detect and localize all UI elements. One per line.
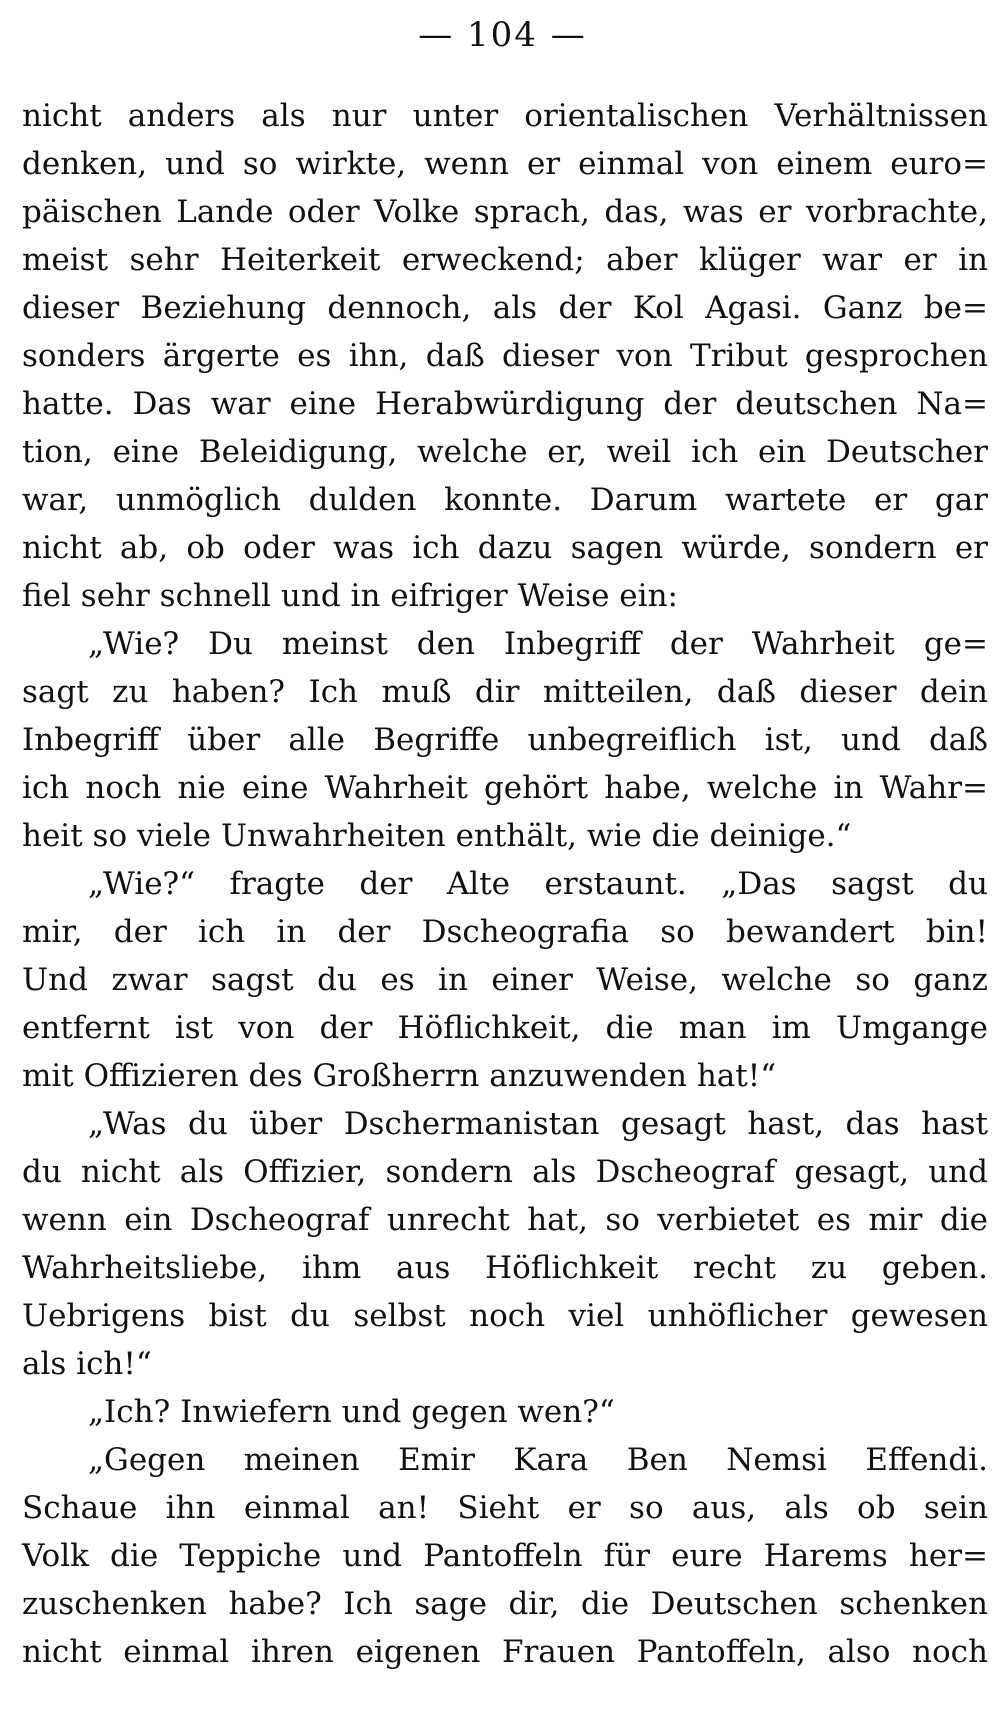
text-line: dieser Beziehung dennoch, als der Kol Agasi. Ganz be= bbox=[22, 290, 988, 326]
body-text bbox=[22, 92, 988, 1676]
text-line: Uebrigens bist du selbst noch viel unhöflicher gewesen bbox=[22, 1298, 988, 1334]
text-line: Und zwar sagst du es in einer Weise, welche so ganz bbox=[22, 962, 988, 998]
text-line: „Gegen meinen Emir Kara Ben Nemsi Effendi. bbox=[88, 1442, 988, 1478]
text-line: „Wie?“ fragte der Alte erstaunt. „Das sagst du bbox=[88, 866, 988, 902]
text-line: Volk die Teppiche und Pantoffeln für eure Harems her= bbox=[22, 1538, 988, 1574]
text-line: ich noch nie eine Wahrheit gehört habe, welche in Wahr= bbox=[22, 770, 988, 806]
text-line: zuschenken habe? Ich sage dir, die Deutschen schenken bbox=[22, 1586, 988, 1622]
text-line: war, unmöglich dulden konnte. Darum wartete er gar bbox=[22, 482, 988, 518]
text-line: heit so viele Unwahrheiten enthält, wie die deinige.“ bbox=[22, 818, 852, 854]
text-line: nicht ab, ob oder was ich dazu sagen würde, sondern er bbox=[22, 530, 988, 566]
text-line: sagt zu haben? Ich muß dir mitteilen, daß dieser dein bbox=[22, 674, 988, 710]
text-line: „Ich? Inwiefern und gegen wen?“ bbox=[88, 1394, 615, 1430]
text-line: „Was du über Dschermanistan gesagt hast, das hast bbox=[88, 1106, 988, 1142]
text-line: entfernt ist von der Höflichkeit, die man im Umgange bbox=[22, 1010, 988, 1046]
text-line: hatte. Das war eine Herabwürdigung der deutschen Na= bbox=[22, 386, 988, 422]
page-number: — 104 — bbox=[418, 15, 587, 55]
text-line: mir, der ich in der Dscheografia so bewandert bin! bbox=[22, 914, 988, 950]
text-line: päischen Lande oder Volke sprach, das, was er vorbrachte, bbox=[22, 194, 988, 230]
text-line: denken, und so wirkte, wenn er einmal von einem euro= bbox=[22, 146, 988, 182]
text-line: als ich!“ bbox=[22, 1346, 152, 1382]
text-line: du nicht als Offizier, sondern als Dscheograf gesagt, und bbox=[22, 1154, 988, 1190]
text-line: nicht anders als nur unter orientalischen Verhältnissen bbox=[22, 98, 988, 134]
text-line: wenn ein Dscheograf unrecht hat, so verbietet es mir die bbox=[22, 1202, 988, 1238]
text-line: sonders ärgerte es ihn, daß dieser von Tribut gesprochen bbox=[22, 338, 988, 374]
text-line: nicht einmal ihren eigenen Frauen Pantoffeln, also noch bbox=[22, 1634, 988, 1670]
text-line: tion, eine Beleidigung, welche er, weil ich ein Deutscher bbox=[22, 434, 988, 470]
text-line: mit Offizieren des Großherrn anzuwenden hat!“ bbox=[22, 1058, 777, 1094]
text-line: Wahrheitsliebe, ihm aus Höflichkeit recht zu geben. bbox=[22, 1250, 988, 1286]
text-line: „Wie? Du meinst den Inbegriff der Wahrheit ge= bbox=[88, 626, 988, 662]
text-line: Inbegriff über alle Begriffe unbegreiflich ist, und daß bbox=[22, 722, 988, 758]
text-line: fiel sehr schnell und in eifriger Weise ein: bbox=[22, 578, 678, 614]
text-line: meist sehr Heiterkeit erweckend; aber klüger war er in bbox=[22, 242, 988, 278]
text-line: Schaue ihn einmal an! Sieht er so aus, als ob sein bbox=[22, 1490, 988, 1526]
